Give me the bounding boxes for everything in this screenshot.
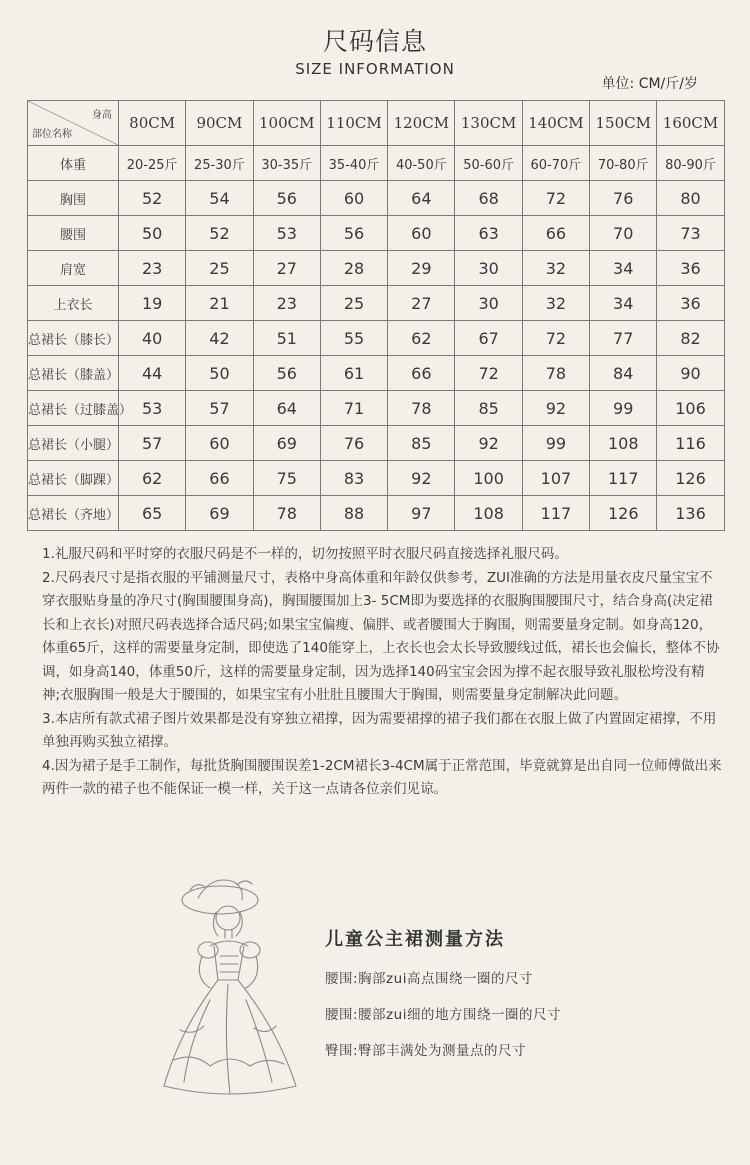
table-cell: 50 [119, 216, 186, 251]
table-cell: 66 [186, 461, 253, 496]
corner-top-label: 身高 [92, 110, 112, 121]
table-cell: 35-40斤 [320, 146, 387, 181]
table-cell: 28 [320, 251, 387, 286]
row-label: 总裙长（齐地） [28, 496, 119, 531]
table-corner-cell [28, 101, 119, 146]
table-cell: 51 [253, 321, 320, 356]
table-cell: 72 [455, 356, 522, 391]
page-title: 尺码信息 [322, 27, 427, 56]
table-cell: 92 [455, 426, 522, 461]
table-row [28, 391, 725, 426]
size-header-cell: 160CM [657, 101, 724, 146]
row-label: 胸围 [28, 181, 119, 216]
table-cell: 54 [186, 181, 253, 216]
table-cell: 66 [522, 216, 589, 251]
table-cell: 21 [186, 286, 253, 321]
table-cell: 25 [186, 251, 253, 286]
table-row [28, 181, 725, 216]
row-label: 体重 [28, 146, 119, 181]
table-cell: 23 [119, 251, 186, 286]
table-cell: 126 [657, 461, 724, 496]
princess-illustration [150, 860, 310, 1100]
table-cell: 60 [186, 426, 253, 461]
table-row [28, 356, 725, 391]
table-cell: 100 [455, 461, 522, 496]
table-cell: 108 [455, 496, 522, 531]
table-cell: 32 [522, 251, 589, 286]
table-row [28, 251, 725, 286]
row-label: 总裙长（膝盖） [28, 356, 119, 391]
table-cell: 70-80斤 [590, 146, 657, 181]
table-cell: 73 [657, 216, 724, 251]
note-1: 1.礼服尺码和平时穿的衣服尺码是不一样的，切勿按照平时衣服尺码直接选择礼服尺码。 [42, 546, 568, 562]
table-cell: 55 [320, 321, 387, 356]
table-header-row [28, 101, 725, 146]
row-label: 肩宽 [28, 251, 119, 286]
table-cell: 56 [253, 181, 320, 216]
page-subtitle: SIZE INFORMATION [295, 60, 455, 78]
table-cell: 56 [253, 356, 320, 391]
table-cell: 42 [186, 321, 253, 356]
table-cell: 62 [119, 461, 186, 496]
row-label: 总裙长（过膝盖） [28, 391, 119, 426]
table-cell: 78 [253, 496, 320, 531]
table-cell: 80 [657, 181, 724, 216]
table-cell: 57 [119, 426, 186, 461]
table-cell: 83 [320, 461, 387, 496]
table-cell: 70 [590, 216, 657, 251]
table-cell: 23 [253, 286, 320, 321]
table-cell: 52 [119, 181, 186, 216]
size-table-body [28, 101, 725, 531]
table-cell: 72 [522, 181, 589, 216]
table-cell: 60 [320, 181, 387, 216]
unit-label: 单位: CM/斤/岁 [601, 76, 698, 92]
table-cell: 62 [388, 321, 455, 356]
measure-item-3: 臀围:臀部丰满处为测量点的尺寸 [325, 1043, 527, 1059]
table-cell: 85 [388, 426, 455, 461]
size-header-cell: 130CM [455, 101, 522, 146]
table-cell: 78 [522, 356, 589, 391]
table-cell: 27 [388, 286, 455, 321]
table-cell: 85 [455, 391, 522, 426]
table-cell: 60-70斤 [522, 146, 589, 181]
table-cell: 30 [455, 286, 522, 321]
table-cell: 90 [657, 356, 724, 391]
table-cell: 27 [253, 251, 320, 286]
table-cell: 106 [657, 391, 724, 426]
table-row [28, 216, 725, 251]
table-cell: 67 [455, 321, 522, 356]
row-label: 上衣长 [28, 286, 119, 321]
table-cell: 25-30斤 [186, 146, 253, 181]
table-cell: 71 [320, 391, 387, 426]
row-label: 总裙长（小腿） [28, 426, 119, 461]
table-cell: 136 [657, 496, 724, 531]
table-row [28, 286, 725, 321]
row-label: 总裙长（膝长） [28, 321, 119, 356]
table-cell: 99 [522, 426, 589, 461]
table-cell: 34 [590, 286, 657, 321]
notes-section [42, 543, 722, 802]
table-cell: 50-60斤 [455, 146, 522, 181]
table-cell: 68 [455, 181, 522, 216]
table-cell: 61 [320, 356, 387, 391]
table-cell: 92 [522, 391, 589, 426]
note-4: 4.因为裙子是手工制作，每批货胸围腰围误差1-2CM裙长3-4CM属于正常范围，毕竟就算是出自同一位师傅做出来两件一款的裙子也不能保证一模一样，关于这一点请各位亲们见谅。 [42, 757, 722, 797]
corner-bottom-label: 部位名称 [32, 129, 72, 140]
table-cell: 69 [186, 496, 253, 531]
row-label: 总裙长（脚踝） [28, 461, 119, 496]
table-cell: 30-35斤 [253, 146, 320, 181]
table-cell: 34 [590, 251, 657, 286]
size-header-cell: 100CM [253, 101, 320, 146]
table-cell: 82 [657, 321, 724, 356]
table-cell: 66 [388, 356, 455, 391]
table-row [28, 321, 725, 356]
table-cell: 99 [590, 391, 657, 426]
table-cell: 80-90斤 [657, 146, 724, 181]
table-cell: 72 [522, 321, 589, 356]
table-cell: 117 [590, 461, 657, 496]
size-header-cell: 140CM [522, 101, 589, 146]
table-cell: 76 [320, 426, 387, 461]
table-cell: 63 [455, 216, 522, 251]
table-row [28, 461, 725, 496]
size-header-cell: 80CM [119, 101, 186, 146]
table-cell: 92 [388, 461, 455, 496]
measure-item-1: 腰围:胸部zui高点围绕一圈的尺寸 [325, 971, 533, 987]
table-cell: 36 [657, 251, 724, 286]
table-cell: 84 [590, 356, 657, 391]
table-cell: 40-50斤 [388, 146, 455, 181]
size-header-cell: 90CM [186, 101, 253, 146]
table-cell: 44 [119, 356, 186, 391]
table-cell: 25 [320, 286, 387, 321]
table-cell: 64 [253, 391, 320, 426]
table-cell: 56 [320, 216, 387, 251]
size-header-cell: 110CM [320, 101, 387, 146]
table-cell: 69 [253, 426, 320, 461]
table-cell: 40 [119, 321, 186, 356]
table-cell: 65 [119, 496, 186, 531]
table-cell: 116 [657, 426, 724, 461]
note-3: 3.本店所有款式裙子图片效果都是没有穿独立裙撑，因为需要裙撑的裙子我们都在衣服上做了内置固定裙撑，不用单独再购买独立裙撑。 [42, 710, 717, 750]
table-cell: 32 [522, 286, 589, 321]
table-row [28, 496, 725, 531]
size-table [27, 100, 725, 531]
table-cell: 36 [657, 286, 724, 321]
table-cell: 107 [522, 461, 589, 496]
table-cell: 50 [186, 356, 253, 391]
table-cell: 77 [590, 321, 657, 356]
table-cell: 126 [590, 496, 657, 531]
table-cell: 29 [388, 251, 455, 286]
table-cell: 30 [455, 251, 522, 286]
table-cell: 108 [590, 426, 657, 461]
table-row [28, 426, 725, 461]
measure-title: 儿童公主裙测量方法 [325, 929, 505, 950]
table-cell: 60 [388, 216, 455, 251]
table-cell: 57 [186, 391, 253, 426]
table-cell: 78 [388, 391, 455, 426]
table-cell: 88 [320, 496, 387, 531]
table-cell: 76 [590, 181, 657, 216]
note-2: 2.尺码表尺寸是指衣服的平铺测量尺寸，表格中身高体重和年龄仅供参考，ZUI准确的方法是用量衣皮尺量宝宝不穿衣服贴身量的净尺寸(胸围腰围身高)，胸围腰围加上3- 5CM即为要选择的衣服胸围腰围尺寸，结合身高(决定裙长和上衣长)对照尺码表选择合适尺码;如果宝宝偏瘦、偏胖、或者腰围大于胸围，则需要量身定制。如身高120，体重65斤，这样的需要量身定制，即使选了140能穿上，上衣长也会太长导致腰线过低，裙长也会偏长，整体不协调，如身高140，体重50斤，这样的需要量身定制，因为选择140码宝宝会因为撑不起衣服导致礼服松垮没有精神;衣服胸围一般是大于腰围的，如果宝宝有小肚肚且腰围大于胸围，则需要量身定制解决此问题。 [42, 569, 720, 703]
row-label: 腰围 [28, 216, 119, 251]
table-cell: 20-25斤 [119, 146, 186, 181]
table-cell: 53 [253, 216, 320, 251]
table-cell: 75 [253, 461, 320, 496]
measure-item-2: 腰围:腰部zui细的地方围绕一圈的尺寸 [325, 1007, 561, 1023]
table-cell: 53 [119, 391, 186, 426]
table-cell: 19 [119, 286, 186, 321]
size-header-cell: 150CM [590, 101, 657, 146]
table-cell: 52 [186, 216, 253, 251]
table-cell: 117 [522, 496, 589, 531]
table-cell: 97 [388, 496, 455, 531]
table-cell: 64 [388, 181, 455, 216]
table-row [28, 146, 725, 181]
size-header-cell: 120CM [388, 101, 455, 146]
